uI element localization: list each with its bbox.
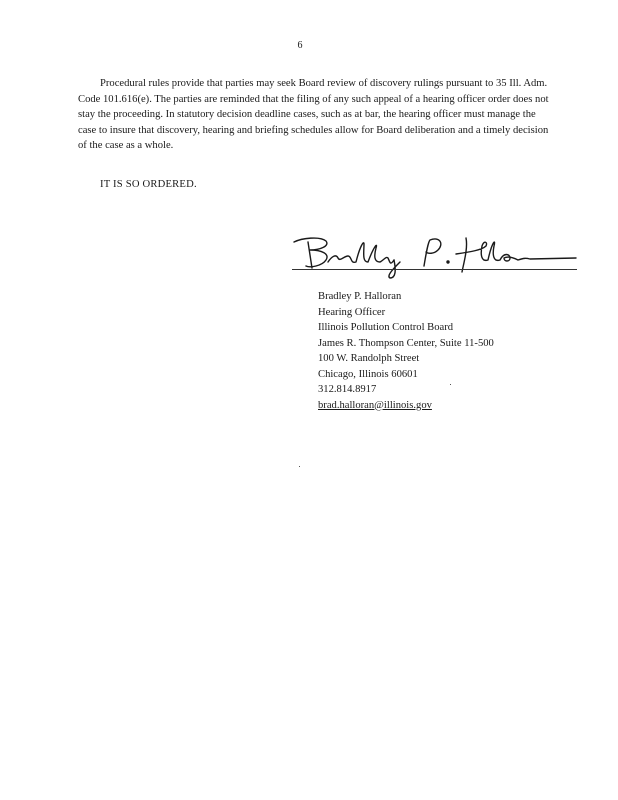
signature-block [318,289,494,413]
signer-name: Bradley P. Halloran [318,291,402,302]
email-link[interactable]: brad.halloran@illinois.gov [318,399,432,411]
address-line-1: James R. Thompson Center, Suite 11-500 [318,337,494,349]
handwritten-signature [290,232,580,280]
city-state-zip: Chicago, Illinois 60601 [318,368,418,380]
page-number: 6 [297,40,303,51]
body-paragraph: Procedural rules provide that parties may seek Board review of discovery rulings pursuant to 35 Ill. Adm. Code 101.616(e). The parties are reminded that the filing of any such appeal of a hearing officer order does not stay the proceeding. In statutory decision deadline cases, such as at bar, the hearing officer must manage the case to insure that discovery, hearing and briefing schedules allow for Board deliberation and a timely decision of the case as a whole. [78,78,549,151]
scan-speck [299,466,300,467]
signer-title: Hearing Officer [318,306,386,318]
signature-line [292,269,577,270]
address-line-2: 100 W. Randolph Street [318,353,420,364]
organization: Illinois Pollution Control Board [318,322,454,333]
closing-statement: IT IS SO ORDERED. [100,179,197,190]
phone-number: 312.814.8917 [318,384,377,395]
scan-speck [450,384,451,385]
